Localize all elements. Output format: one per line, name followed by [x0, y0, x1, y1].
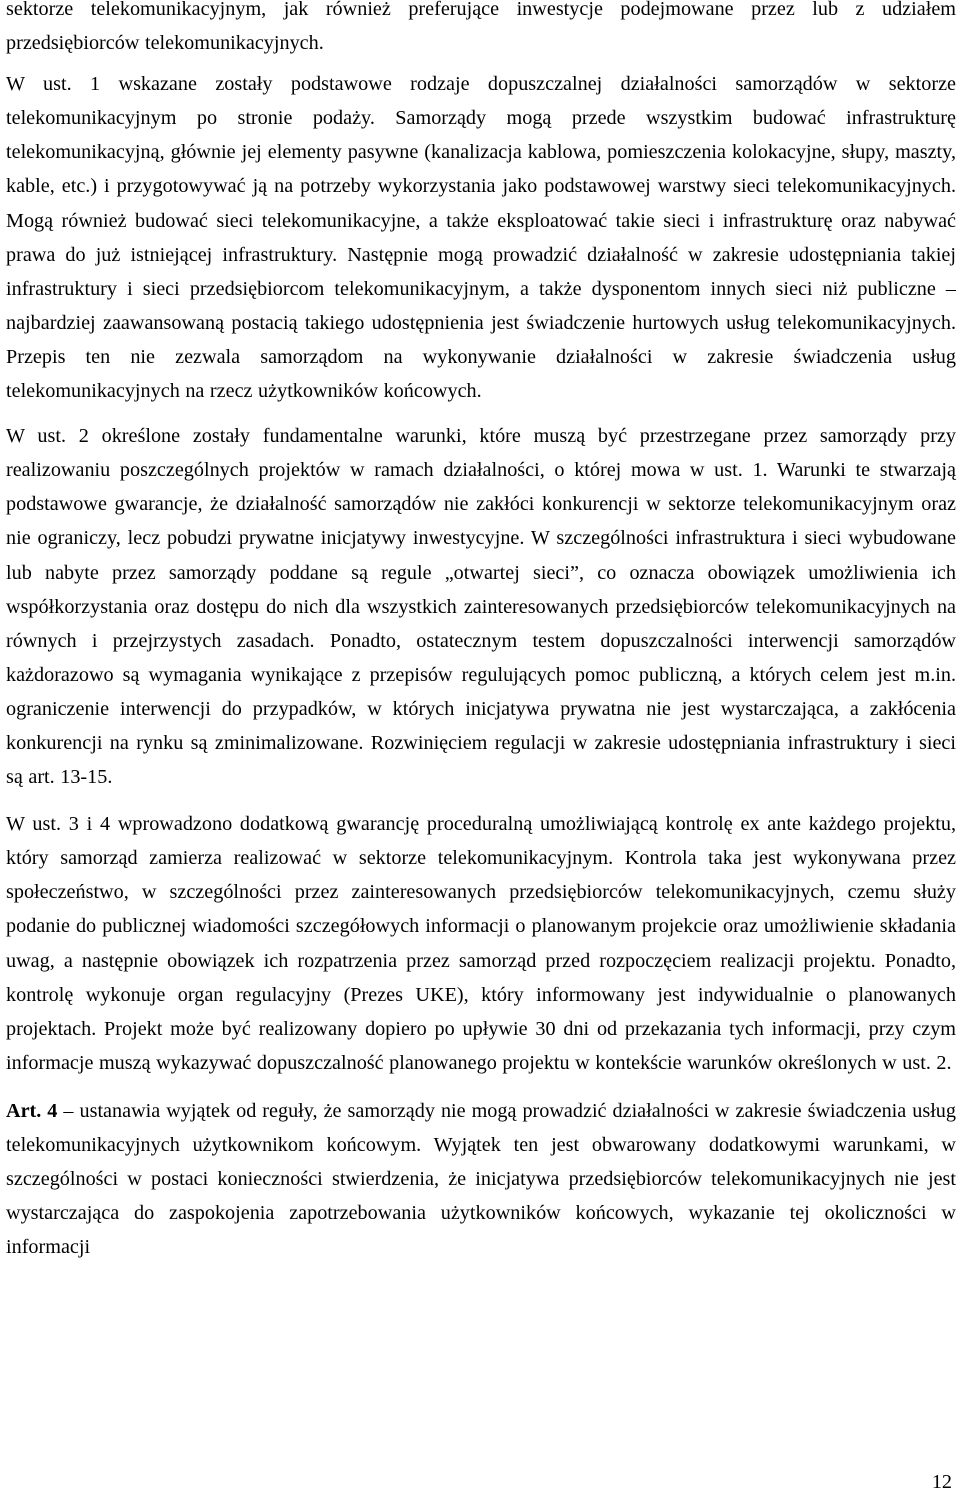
article-body: – ustanawia wyjątek od reguły, że samorządy nie mogą prowadzić działalności w zakresie świadczenia usług telekomunikacyjnych użytkownikom końcowym. Wyjątek ten jest obwarowany dodatkowymi warunkami, w szczególności w postaci konieczności stwierdzenia, że inicjatywa przedsiębiorców telekomunikacyjnych nie jest wystarczająca do zaspokojenia zapotrzebowania użytkowników końcowych, wykazanie tej okoliczności w informacji — [6, 1099, 956, 1259]
paragraph-ust-2: W ust. 2 określone zostały fundamentalne warunki, które muszą być przestrzegane przez samorządy przy realizowaniu poszczególnych projektów w ramach działalności, o której mowa w ust. 1. Warunki te stwarzają podstawowe gwarancje, że działalność samorządów nie zakłóci konkurencji w sektorze telekomunikacyjnym oraz nie ograniczy, lecz pobudzi prywatne inicjatywy inwestycyjne. W szczególności infrastruktura i sieci wybudowane lub nabyte przez samorządy poddane są regule „otwartej sieci”, co oznacza obowiązek umożliwienia ich współkorzystania oraz dostępu do nich dla wszystkich zainteresowanych przedsiębiorców telekomunikacyjnych na równych i przejrzystych zasadach. Ponadto, ostatecznym testem dopuszczalności interwencji samorządów każdorazowo są wymagania wynikające z przepisów regulujących pomoc publiczną, a których celem jest m.in. ograniczenie interwencji do przypadków, w których inicjatywa prywatna nie jest wystarczająca, a zakłócenia konkurencji na rynku są zminimalizowane. Rozwinięciem regulacji w zakresie udostępniania infrastruktury i sieci są art. 13-15. — [6, 425, 956, 789]
paragraph-art-4 — [6, 1094, 956, 1264]
paragraph-intro-continuation: sektorze telekomunikacyjnym, jak również preferujące inwestycje podejmowane przez lub z udziałem przedsiębiorców telekomunikacyjnych. — [6, 0, 956, 55]
paragraph-ust-3-4: W ust. 3 i 4 wprowadzono dodatkową gwarancję proceduralną umożliwiającą kontrolę ex ante każdego projektu, który samorząd zamierza realizować w sektorze telekomunikacyjnym. Kontrola taka jest wykonywana przez społeczeństwo, w szczególności przez zainteresowanych przedsiębiorców telekomunikacyjnych, czemu służy podanie do publicznej wiadomości szczegółowych informacji o planowanym projekcie oraz umożliwienie składania uwag, a następnie obowiązek ich rozpatrzenia przez samorząd przed rozpoczęciem realizacji projektu. Ponadto, kontrolę wykonuje organ regulacyjny (Prezes UKE), który informowany jest indywidualnie o planowanych projektach. Projekt może być realizowany dopiero po upływie 30 dni od przekazania tych informacji, przy czym informacje muszą wykazywać dopuszczalność planowanego projektu w kontekście warunków określonych w ust. 2. — [6, 813, 956, 1074]
document-page — [6, 0, 956, 1264]
article-label: Art. 4 — [6, 1099, 58, 1122]
page-number: 12 — [931, 1471, 952, 1493]
paragraph-ust-1: W ust. 1 wskazane zostały podstawowe rodzaje dopuszczalnej działalności samorządów w sektorze telekomunikacyjnym po stronie podaży. Samorządy mogą przede wszystkim budować infrastrukturę telekomunikacyjną, głównie jej elementy pasywne (kanalizacja kablowa, pomieszczenia kolokacyjne, słupy, maszty, kable, etc.) i przygotowywać ją na potrzeby wykorzystania jako podstawowej warstwy sieci telekomunikacyjnych. Mogą również budować sieci telekomunikacyjne, a także eksploatować takie sieci i infrastrukturę oraz nabywać prawa do już istniejącej infrastruktury. Następnie mogą prowadzić działalność w zakresie udostępniania takiej infrastruktury i sieci przedsiębiorcom telekomunikacyjnym, a także dysponentom innych sieci niż publiczne – najbardziej zaawansowaną postacią takiego udostępnienia jest świadczenie hurtowych usług telekomunikacyjnych. Przepis ten nie zezwala samorządom na wykonywanie działalności w zakresie świadczenia usług telekomunikacyjnych na rzecz użytkowników końcowych. — [6, 73, 956, 403]
